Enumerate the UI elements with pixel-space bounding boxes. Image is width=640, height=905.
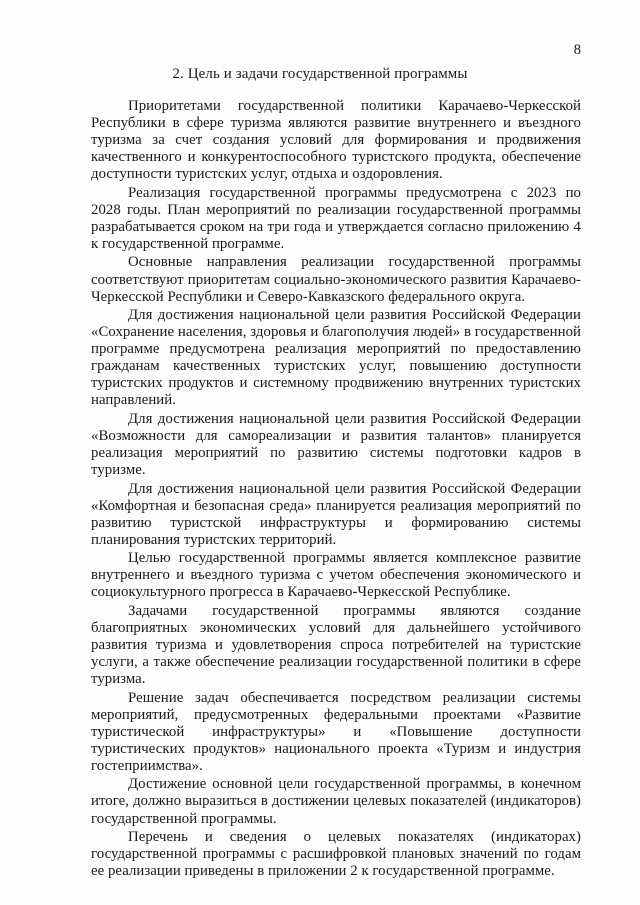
paragraph-national-goal-population: Для достижения национальной цели развития Российской Федерации «Сохранение населения, здоровья и благополучия людей» в государственной программе предусмотрена реализация мероприятий по предоставлению гражданам качественных туристских услуг, повышению доступности туристских продуктов и системному продвижению внутренних туристских направлений. [91, 307, 581, 409]
paragraph-program-goal: Целью государственной программы является комплексное развитие внутреннего и въездного туризма с учетом обеспечения экономического и социокультурного прогресса в Карачаево-Черкесской Республике. [91, 550, 581, 601]
paragraph-national-goal-environment: Для достижения национальной цели развития Российской Федерации «Комфортная и безопасная среда» планируется реализация мероприятий по развитию туристской инфраструктуры и формированию системы планирования туристских территорий. [91, 480, 581, 548]
paragraph-indicators-list: Перечень и сведения о целевых показателях (индикаторах) государственной программы с расшифровкой плановых значений по годам ее реализации приведены в приложении 2 к государственной программе. [91, 828, 581, 880]
paragraph-task-solution: Решение задач обеспечивается посредством реализации системы мероприятий, предусмотренных федеральными проектами «Развитие туристической инфраструктуры» и «Повышение доступности туристических продуктов» национального проекта «Туризм и индустрия гостеприимства». [91, 689, 581, 774]
paragraph-national-goal-talents: Для достижения национальной цели развития Российской Федерации «Возможности для самореализации и развития талантов» планируется реализация мероприятий по развитию системы подготовки кадров в туризме. [91, 410, 581, 479]
paragraph-program-tasks: Задачами государственной программы являются создание благоприятных экономических условий для дальнейшего устойчивого развития туризма и удовлетворения спроса потребителей на туристские услуги, а также обеспечение реализации государственной политики в сфере туризма. [91, 602, 581, 688]
paragraph-priorities: Приоритетами государственной политики Карачаево-Черкесской Республики в сфере туризма являются развитие внутреннего и въездного туризма за счет создания условий для формирования и продвижения качественного и конкурентоспособного туристского продукта, обеспечение доступности туристских услуг, отдыха и оздоровления. [91, 98, 581, 183]
paragraph-main-directions: Основные направления реализации государственной программы соответствуют приоритетам социально-экономического развития Карачаево-Черкесской Республики и Северо-Кавказского федерального округа. [91, 254, 581, 305]
body-text [91, 98, 581, 880]
section-title: 2. Цель и задачи государственной программы [172, 66, 468, 82]
paragraph-implementation-period: Реализация государственной программы предусмотрена с 2023 по 2028 годы. План мероприятий по реализации государственной программы разрабатывается сроком на три года и утверждается согласно приложению 4 к государственной программе. [91, 184, 581, 253]
paragraph-goal-achievement: Достижение основной цели государственной программы, в конечном итоге, должно выразиться в достижении целевых показателей (индикаторов) государственной программы. [91, 776, 581, 827]
page-number: 8 [573, 42, 581, 58]
